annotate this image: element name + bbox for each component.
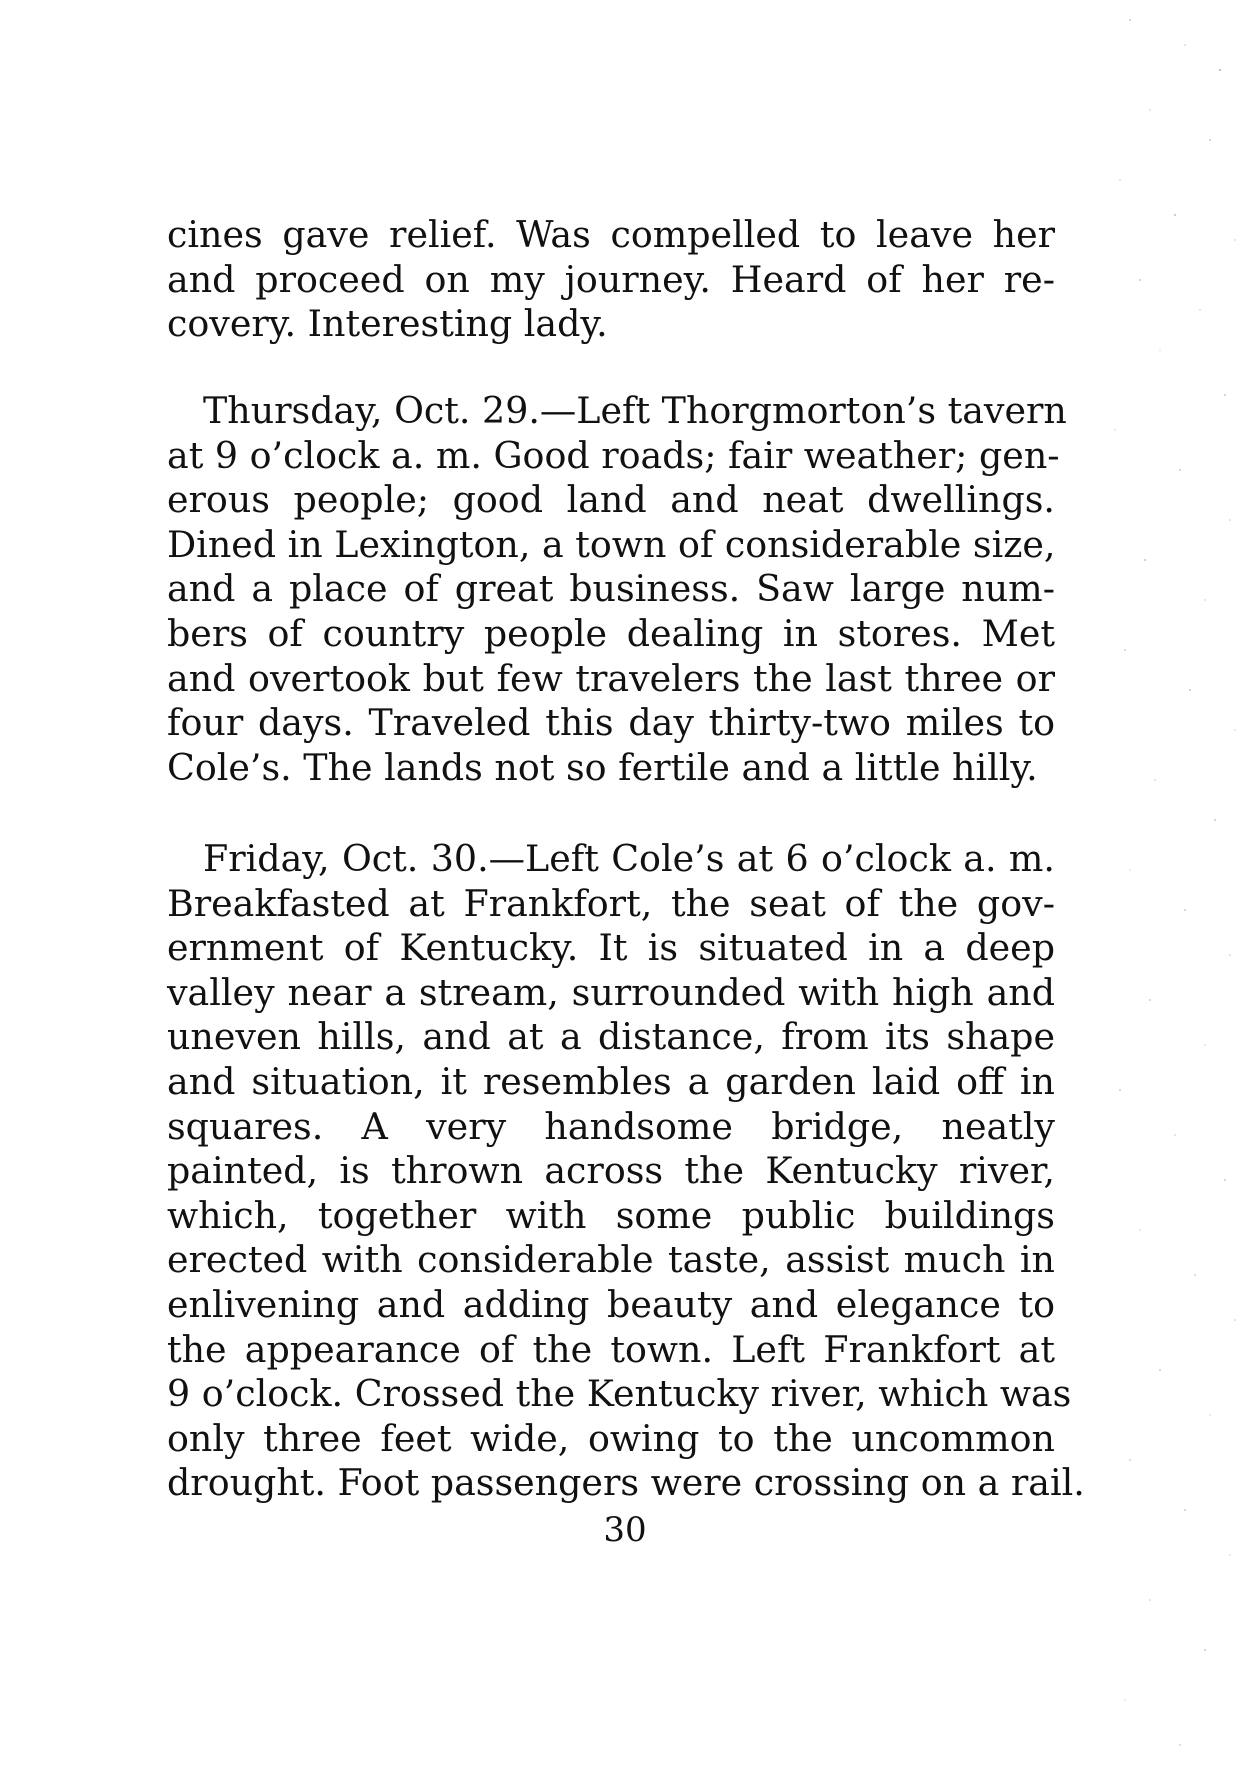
text-line: uneven hills, and at a distance, from its shape <box>167 1015 1055 1059</box>
text-line: erous people; good land and neat dwellings. <box>167 478 1055 522</box>
text-line: bers of country people dealing in stores. Met <box>167 611 1055 655</box>
text-line: Dined in Lexington, a town of considerable size, <box>167 522 1056 566</box>
text-line: squares. A very handsome bridge, neatly <box>167 1104 1055 1148</box>
text-line: and proceed on my journey. Heard of her re- <box>167 257 1055 301</box>
text-line: only three feet wide, owing to the uncommon <box>167 1416 1055 1460</box>
paragraph-2 <box>167 389 1067 790</box>
text-line: enlivening and adding beauty and elegance to <box>167 1282 1055 1326</box>
text-line: Breakfasted at Frankfort, the seat of the gov- <box>167 881 1055 925</box>
text-line: Cole’s. The lands not so fertile and a little hilly. <box>167 745 1038 789</box>
text-line: valley near a stream, surrounded with high and <box>167 970 1055 1014</box>
text-line: at 9 o’clock a. m. Good roads; fair weather; gen- <box>167 433 1060 477</box>
text-line: ernment of Kentucky. It is situated in a deep <box>167 926 1055 970</box>
paragraph-3 <box>167 837 1085 1506</box>
text-line: 9 o’clock. Crossed the Kentucky river, which was <box>167 1372 1072 1416</box>
page-number: 30 <box>603 1510 647 1550</box>
text-line: painted, is thrown across the Kentucky river, <box>167 1149 1055 1193</box>
text-line: erected with considerable taste, assist much in <box>167 1238 1055 1282</box>
text-line: Friday, Oct. 30.—Left Cole’s at 6 o’clock a. m. <box>203 837 1055 880</box>
text-line: Thursday, Oct. 29.—Left Thorgmorton’s tavern <box>203 389 1067 432</box>
text-line: and a place of great business. Saw large num- <box>167 567 1055 611</box>
text-line: four days. Traveled this day thirty-two miles to <box>167 701 1055 745</box>
text-line: and situation, it resembles a garden laid off in <box>167 1059 1055 1103</box>
scan-noise <box>1090 0 1250 1792</box>
text-line: and overtook but few travelers the last three or <box>167 656 1055 700</box>
text-line: which, together with some public buildings <box>167 1193 1055 1237</box>
text-line: cines gave relief. Was compelled to leave her <box>167 213 1055 256</box>
text-line: the appearance of the town. Left Frankfort at <box>167 1327 1055 1371</box>
text-line: drought. Foot passengers were crossing on a rail. <box>167 1461 1085 1505</box>
paragraph-1 <box>167 213 1055 347</box>
text-line: covery. Interesting lady. <box>167 302 608 346</box>
